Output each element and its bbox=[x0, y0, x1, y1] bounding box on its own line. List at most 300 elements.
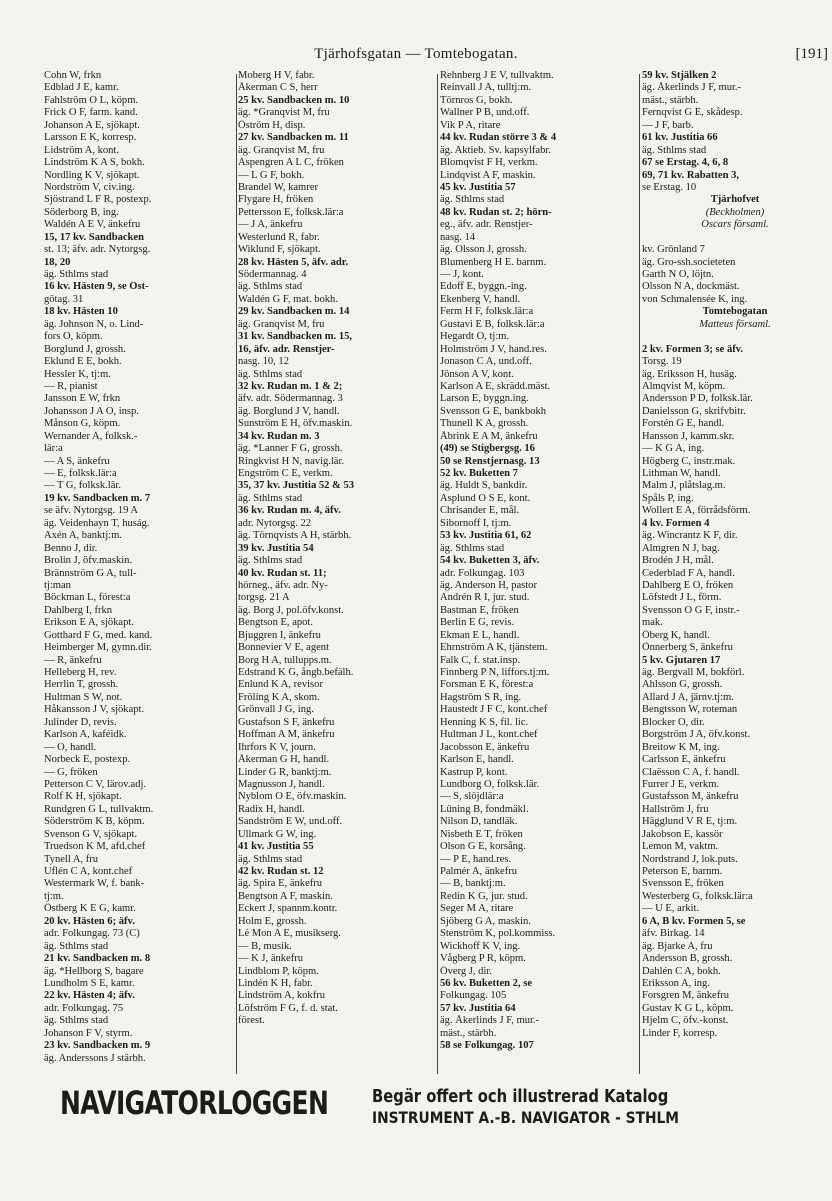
directory-line: Öberg K, handl. bbox=[642, 629, 710, 641]
directory-line: 15, 17 kv. Sandbacken bbox=[44, 231, 144, 243]
directory-line: Lemon M, vaktm. bbox=[642, 841, 719, 853]
directory-line: Edoff E, byggn.-ing. bbox=[440, 281, 527, 293]
directory-line: äfv. adr. Södermannag. 3 bbox=[238, 393, 343, 405]
directory-line: Sjöberg G A, maskin. bbox=[440, 915, 531, 927]
directory-line: Andersson P D, folksk.lär. bbox=[642, 393, 753, 405]
directory-line: 45 kv. Justitia 57 bbox=[440, 181, 516, 193]
directory-line: Reinvall J A, tulltj:m. bbox=[440, 82, 532, 94]
directory-column-3 bbox=[440, 70, 636, 1075]
directory-line: Önnerberg S, änkefru bbox=[642, 642, 733, 654]
directory-line: äg. Borg J, pol.öfv.konst. bbox=[238, 604, 344, 616]
directory-line: Öström H, disp. bbox=[238, 119, 306, 131]
directory-line: Benno J, dir. bbox=[44, 542, 98, 554]
directory-line: Åbrink E A M, änkefru bbox=[440, 430, 538, 442]
directory-line: kv. Grönland 7 bbox=[642, 244, 705, 256]
directory-column-1 bbox=[44, 70, 234, 1075]
section-heading: Tomtebogatan bbox=[702, 306, 768, 318]
directory-line: äg. Eriksson H, husäg. bbox=[642, 368, 737, 380]
directory-columns bbox=[44, 70, 828, 1075]
directory-line: Fernqvist G E, skådesp. bbox=[642, 107, 743, 119]
directory-line: äg. Sthlms stad bbox=[44, 269, 109, 280]
directory-line bbox=[642, 331, 828, 343]
directory-line: Norbeck E, postexp. bbox=[44, 754, 131, 766]
directory-line: Ringkvist H N, navig.lär. bbox=[238, 455, 345, 467]
directory-line: Malm J, plåtslag.m. bbox=[642, 480, 726, 492]
directory-line: Gustafsson M, änkefru bbox=[642, 791, 739, 803]
directory-line: Bengtsson W, roteman bbox=[642, 704, 738, 716]
directory-line: Eklund E E, bokh. bbox=[44, 356, 122, 368]
directory-line: Peterson E, barnm. bbox=[642, 866, 723, 877]
directory-line: Cederblad F A, handl. bbox=[642, 567, 735, 579]
directory-line: Hultman S W, not. bbox=[44, 691, 123, 703]
directory-line: Almgren N J, bag. bbox=[642, 542, 720, 554]
directory-line: 19 kv. Sandbacken m. 7 bbox=[44, 492, 151, 504]
directory-line: Östberg K E G, kamr. bbox=[44, 903, 136, 915]
ad-line-1: Begär offert och illustrerad Katalog bbox=[372, 1086, 669, 1107]
directory-line: tj:man bbox=[44, 579, 71, 591]
directory-line: Engström C E, verkm. bbox=[238, 468, 333, 479]
directory-line: äg. Sthlms stad bbox=[238, 853, 303, 865]
directory-line: Jacobsson E, änkefru bbox=[440, 741, 530, 753]
directory-line: Seger M A, ritare bbox=[440, 903, 514, 915]
directory-line: Hallström J, fru bbox=[642, 803, 709, 815]
directory-line: Danielsson G, skrifvbitr. bbox=[642, 405, 746, 417]
directory-line: 21 kv. Sandbacken m. 8 bbox=[44, 953, 151, 965]
directory-line: Bastman E, fröken bbox=[440, 604, 519, 616]
directory-line: Wiklund F, sjökapt. bbox=[238, 244, 321, 256]
directory-line: Vik P A, ritare bbox=[440, 119, 501, 131]
directory-line: Dahlberg I, frkn bbox=[44, 604, 113, 616]
directory-line: 5 kv. Gjutaren 17 bbox=[642, 654, 721, 666]
directory-line: 56 kv. Buketten 2, se bbox=[440, 977, 533, 989]
directory-line: Åkerman C S, herr bbox=[238, 82, 318, 94]
directory-line: Brolin J, öfv.maskin. bbox=[44, 555, 133, 567]
directory-line: Högberg C, instr.mak. bbox=[642, 455, 736, 467]
directory-line: Flygare H, fröken bbox=[238, 194, 314, 206]
directory-line: 22 kv. Hästen 4; äfv. bbox=[44, 990, 135, 1002]
page-number: [191] bbox=[795, 46, 828, 62]
directory-line: Rehnberg J E V, tullvaktm. bbox=[440, 70, 554, 81]
directory-line: Törnros G, bokh. bbox=[440, 94, 513, 106]
directory-line: mäst., stärbh. bbox=[440, 1027, 497, 1039]
directory-line: Borglund J, grossh. bbox=[44, 343, 126, 355]
directory-line: Olsson N A, dockmäst. bbox=[642, 281, 740, 293]
directory-line: 32 kv. Rudan m. 1 & 2; bbox=[238, 380, 343, 392]
directory-line: Hagström S R, ing. bbox=[440, 691, 522, 703]
directory-line: von Schmalensée K, ing. bbox=[642, 293, 748, 305]
directory-line: Eriksson A, ing. bbox=[642, 977, 710, 989]
directory-line: 42 kv. Rudan st. 12 bbox=[238, 866, 324, 877]
directory-line: — T G, folksk.lär. bbox=[44, 480, 121, 492]
directory-line: Löfström F G, f. d. stat. bbox=[238, 1002, 338, 1014]
directory-line: Ihrfors K V, journ. bbox=[238, 741, 316, 753]
section-heading: Oscars församl. bbox=[701, 219, 769, 231]
directory-line: Nordström V, civ.ing. bbox=[44, 181, 135, 193]
directory-line: Rundgren G L, tullvaktm. bbox=[44, 803, 154, 815]
directory-line: Chrisander E, mål. bbox=[440, 505, 520, 517]
directory-line: Gotthard F G, med. kand. bbox=[44, 629, 153, 641]
page-header bbox=[0, 44, 832, 66]
directory-line: äg. Aktieb. Sv. kapsylfabr. bbox=[440, 144, 551, 156]
directory-line: äg. Sthlms stad bbox=[440, 542, 505, 554]
directory-line: Radix H, handl. bbox=[238, 803, 305, 815]
directory-line: Wallner P B, und.off. bbox=[440, 107, 530, 119]
directory-line: Sunström E H, öfv.maskin. bbox=[238, 418, 353, 430]
directory-line: Hegardt O, tj:m. bbox=[440, 331, 510, 343]
directory-line: Johansson J A O, insp. bbox=[44, 405, 139, 417]
directory-line: Almqvist M, köpm. bbox=[642, 380, 726, 392]
directory-line: 59 kv. Stjälken 2 bbox=[642, 70, 717, 81]
directory-line: Torsg. 19 bbox=[642, 356, 682, 368]
directory-line: äg. *Granqvist M, fru bbox=[238, 107, 330, 119]
directory-line: äg. Wincrantz K F, dir. bbox=[642, 530, 738, 542]
directory-line: Enlund K A, revisor bbox=[238, 679, 323, 691]
directory-line: Brandel W, kamrer bbox=[238, 181, 318, 193]
directory-line: Westermark W, f. bank- bbox=[44, 878, 145, 890]
directory-line: Ahlsson G, grossh. bbox=[642, 679, 723, 691]
advertisement bbox=[60, 1084, 832, 1148]
directory-line: äg. Sthlms stad bbox=[44, 940, 109, 952]
directory-line: Jonason C A, und.off. bbox=[440, 356, 532, 368]
directory-line: Lindblom P, köpm. bbox=[238, 965, 319, 977]
directory-line: Herrlin T, grossh. bbox=[44, 679, 119, 691]
directory-line: äg. Bergvall M, bokförl. bbox=[642, 667, 745, 678]
directory-line: 16 kv. Hästen 9, se Öst- bbox=[44, 281, 149, 293]
section-heading: Tjärhofvet bbox=[710, 194, 760, 206]
directory-line: 25 kv. Sandbacken m. 10 bbox=[238, 94, 350, 106]
directory-line: Waldén A E V, änkefru bbox=[44, 219, 141, 231]
directory-line: Fröling K A, skom. bbox=[238, 691, 320, 703]
directory-line: Lindström A, kokfru bbox=[238, 990, 326, 1002]
directory-line: 29 kv. Sandbacken m. 14 bbox=[238, 306, 350, 318]
directory-line: Redin K G, jur. stud. bbox=[440, 890, 528, 902]
directory-line: äg. *Lanner F G, grossh. bbox=[238, 443, 343, 455]
directory-line: 44 kv. Rudan större 3 & 4 bbox=[440, 132, 557, 144]
directory-line: Söderborg B, ing. bbox=[44, 206, 119, 218]
directory-line: äg. Anderson H, pastor bbox=[440, 579, 537, 591]
directory-column-2 bbox=[238, 70, 434, 1075]
directory-line: Tynell A, fru bbox=[44, 853, 99, 865]
directory-line: äg. Johnson N, o. Lind- bbox=[44, 318, 144, 330]
directory-column-4 bbox=[642, 70, 828, 1075]
directory-line: Lundholm S E, kamr. bbox=[44, 977, 135, 989]
directory-line: Edblad J E, kamr. bbox=[44, 82, 119, 94]
directory-line: (49) se Stigbergsg. 16 bbox=[440, 443, 535, 455]
directory-line: — S, slöjdlär:a bbox=[440, 791, 504, 803]
directory-line: 27 kv. Sandbacken m. 11 bbox=[238, 132, 349, 144]
directory-line: adr. Nytorgsg. 22 bbox=[238, 517, 312, 529]
directory-line: Forsgren M, änkefru bbox=[642, 990, 729, 1002]
ad-brand: NAVIGATORLOGGEN bbox=[60, 1084, 329, 1122]
directory-line: äg. Anderssons J stärbh. bbox=[44, 1052, 146, 1064]
directory-line: Blocker O, dir. bbox=[642, 716, 705, 728]
directory-line: Ullmark G W, ing. bbox=[238, 828, 317, 840]
ad-line-2: INSTRUMENT A.-B. NAVIGATOR - STHLM bbox=[372, 1108, 679, 1127]
directory-line: 54 kv. Buketten 3, äfv. bbox=[440, 555, 540, 567]
section-heading: Matteus församl. bbox=[699, 318, 771, 330]
directory-line: — J F, barb. bbox=[642, 119, 694, 131]
directory-line: Bjuggren I, änkefru bbox=[238, 629, 321, 641]
directory-line: Magnusson J, handl. bbox=[238, 778, 325, 790]
directory-line: 36 kv. Rudan m. 4, äfv. bbox=[238, 505, 341, 517]
directory-line: äg. Bjarke A, fru bbox=[642, 940, 713, 952]
directory-line: Brännström G A, tull- bbox=[44, 567, 137, 579]
directory-line: Svensson E, fröken bbox=[642, 878, 724, 890]
directory-line: äg. Åkerlinds J F, mur.- bbox=[642, 82, 742, 94]
directory-line: 69, 71 kv. Rabatten 3, bbox=[642, 169, 739, 181]
directory-line: Ekman E L, handl. bbox=[440, 629, 520, 641]
directory-line: Andrén R I, jur. stud. bbox=[440, 592, 530, 604]
directory-line: Holm E, grossh. bbox=[238, 915, 307, 927]
directory-line: Linder F, korresp. bbox=[642, 1027, 718, 1039]
directory-line: Edstrand K G, ångb.befälh. bbox=[238, 667, 354, 678]
directory-line: Gustav K G L, köpm. bbox=[642, 1002, 734, 1014]
directory-line: äg. Törnqvists A H, stärbh. bbox=[238, 530, 352, 542]
directory-line: äg. Spira E, änkefru bbox=[238, 878, 323, 890]
directory-line: äg. Veidenhayn T, huság. bbox=[44, 517, 150, 529]
directory-line: Jakobson E, kassör bbox=[642, 828, 723, 840]
directory-line: Nordstrand J, lok.puts. bbox=[642, 853, 738, 865]
directory-line: 50 se Renstjernasg. 13 bbox=[440, 455, 540, 467]
directory-line: Finnberg P N, liffors.tj:m. bbox=[440, 667, 550, 678]
directory-line: äg. Sthlms stad bbox=[238, 281, 303, 293]
directory-line: Borgström J A, öfv.konst. bbox=[642, 729, 751, 741]
directory-line: Bengtson E, apot. bbox=[238, 617, 313, 629]
directory-line: Nilson D, tandläk. bbox=[440, 816, 518, 828]
directory-line: Svensson O G F, instr.- bbox=[642, 604, 740, 616]
directory-line: adr. Folkungag. 73 (C) bbox=[44, 928, 140, 940]
directory-line: Petterson C V, lärov.adj. bbox=[44, 778, 147, 790]
directory-line: Gustavi E B, folksk.lär:a bbox=[440, 318, 545, 330]
directory-line: 48 kv. Rudan st. 2; hörn- bbox=[440, 206, 552, 218]
directory-line: 18, 20 bbox=[44, 256, 71, 268]
directory-line: Axén A, banktj:m. bbox=[44, 530, 122, 542]
directory-line: 31 kv. Sandbacken m. 15, bbox=[238, 331, 352, 343]
directory-line: Folkungag. 105 bbox=[440, 990, 507, 1002]
directory-line: Breitow K M, ing. bbox=[642, 741, 720, 753]
directory-line: Wickhoff K V, ing. bbox=[440, 940, 521, 952]
directory-line: Moberg H V, fabr. bbox=[238, 70, 315, 81]
directory-line: Åkerman G H, handl. bbox=[238, 754, 330, 766]
directory-line: Truedson K M, afd.chef bbox=[44, 841, 146, 853]
directory-line: Waldén G F, mat. bokh. bbox=[238, 293, 338, 305]
directory-line: Gustafson S F, änkefru bbox=[238, 716, 335, 728]
directory-line: — U E, arkit. bbox=[642, 903, 700, 915]
directory-line: Holmström J V, hand.res. bbox=[440, 343, 547, 355]
directory-line: Svensson G E, bankbokh bbox=[440, 405, 547, 417]
directory-line: fors O, köpm. bbox=[44, 331, 103, 343]
directory-line: Hultman J L, kont.chef bbox=[440, 729, 538, 741]
directory-line: — O, handl. bbox=[44, 741, 97, 753]
directory-line: Berlin E G, revis. bbox=[440, 617, 515, 629]
directory-line: Sjöstrand L F R, postexp. bbox=[44, 194, 152, 206]
directory-line: Jönson A V, kont. bbox=[440, 368, 514, 380]
directory-line: Sibornoff I, tj:m. bbox=[440, 517, 512, 529]
directory-line: — E, folksk.lär:a bbox=[44, 468, 117, 479]
directory-line: götag. 31 bbox=[44, 293, 84, 305]
directory-line: Löfstedt J L, förm. bbox=[642, 592, 722, 604]
directory-line: äg. Gro-ssh.societeten bbox=[642, 256, 736, 268]
directory-line: tj:m. bbox=[44, 890, 64, 902]
directory-line: Grönvall J G, ing. bbox=[238, 704, 314, 716]
directory-line: 67 se Erstag. 4, 6, 8 bbox=[642, 157, 729, 169]
directory-line: 40 kv. Rudan st. 11; bbox=[238, 567, 327, 579]
directory-line: Heimberger M, gymn.dir. bbox=[44, 642, 152, 654]
directory-line: Lüning B, fondmäkl. bbox=[440, 803, 529, 815]
directory-line: st. 13; äfv. adr. Nytorgsg. bbox=[44, 244, 151, 256]
directory-line: eg., äfv. adr. Renstjer- bbox=[440, 219, 533, 231]
directory-line: mak. bbox=[642, 617, 663, 629]
directory-line: 35, 37 kv. Justitia 52 & 53 bbox=[238, 480, 355, 492]
directory-line: — G, fröken bbox=[44, 766, 98, 778]
directory-line: Frick O F, farm. kand. bbox=[44, 107, 138, 119]
directory-line: Westerberg G, folksk.lär:a bbox=[642, 890, 753, 902]
directory-line: Linder G R, banktj:m. bbox=[238, 766, 332, 778]
directory-line: Allard J A, järnv.tj:m. bbox=[642, 691, 734, 703]
directory-line: Eckert J, spannm.kontr. bbox=[238, 903, 338, 915]
directory-line: äg. Granqvist M, fru bbox=[238, 144, 325, 156]
directory-line: Jansson E W, frkn bbox=[44, 393, 121, 405]
directory-line: Hoffman A M, änkefru bbox=[238, 729, 335, 741]
directory-line: — J A, änkefru bbox=[238, 219, 303, 231]
directory-line: Henning K S, fil. lic. bbox=[440, 716, 529, 728]
directory-line: nasg. 14 bbox=[440, 231, 476, 243]
directory-line: Hessler K, tj:m. bbox=[44, 368, 111, 380]
directory-line: Olson G E, korsång. bbox=[440, 841, 526, 853]
directory-line: mäst., stärbh. bbox=[642, 94, 699, 106]
directory-line: äg. Sthlms stad bbox=[238, 555, 303, 567]
directory-line: 23 kv. Sandbacken m. 9 bbox=[44, 1040, 151, 1052]
directory-line: Larson E, byggn.ing. bbox=[440, 393, 529, 405]
directory-line: Johanson F V, styrm. bbox=[44, 1027, 133, 1039]
directory-line: Cohn W, frkn bbox=[44, 70, 102, 81]
directory-line: äg. Sthlms stad bbox=[440, 194, 505, 206]
directory-line: nasg. 10, 12 bbox=[238, 356, 289, 368]
directory-line: Blomqvist F H, verkm. bbox=[440, 157, 538, 169]
directory-line: Larsson E K, korresp. bbox=[44, 132, 137, 144]
directory-line: Fahlström O L, köpm. bbox=[44, 94, 139, 106]
directory-line: 6 A, B kv. Formen 5, se bbox=[642, 915, 746, 927]
directory-line: Bengtson A F, maskin. bbox=[238, 890, 333, 902]
directory-line: Ehrnström A K, tjänstem. bbox=[440, 642, 548, 654]
directory-line: Nisbeth E T, fröken bbox=[440, 828, 523, 840]
directory-line: 16, äfv. adr. Renstjer- bbox=[238, 343, 335, 355]
directory-line: äg. Granqvist M, fru bbox=[238, 318, 325, 330]
directory-line: hörneg., äfv. adr. Ny- bbox=[238, 579, 328, 591]
directory-line: Överg J, dir. bbox=[440, 965, 492, 977]
directory-line: — K G A, ing. bbox=[642, 443, 705, 455]
directory-line: äg. Åkerlinds J F, mur.- bbox=[440, 1015, 540, 1027]
directory-line: — A S, änkefru bbox=[44, 455, 110, 467]
page-title: Tjärhofsgatan — Tomtebogatan. bbox=[314, 46, 518, 62]
directory-line: Forstén G E, handl. bbox=[642, 418, 725, 430]
directory-line: 18 kv. Hästen 10 bbox=[44, 306, 118, 318]
directory-line: Dahlberg E O, fröken bbox=[642, 579, 734, 591]
directory-line: se äfv. Nytorgsg. 19 A bbox=[44, 505, 139, 517]
directory-line: Forsman E K, förest:a bbox=[440, 679, 534, 691]
directory-line: Erikson E A, sjökapt. bbox=[44, 617, 134, 629]
directory-line: Hansson J, kamm.skr. bbox=[642, 430, 735, 442]
directory-line: äg. Sthlms stad bbox=[44, 1015, 109, 1027]
directory-line: Bonnevier V E, agent bbox=[238, 642, 329, 654]
directory-line: Brodén J H, mål. bbox=[642, 555, 714, 567]
directory-line: Spåls P, ing. bbox=[642, 492, 694, 504]
directory-line: torgsg. 21 A bbox=[238, 592, 290, 604]
directory-line: 61 kv. Justitia 66 bbox=[642, 132, 718, 144]
directory-line: Karlson A E, skrädd.mäst. bbox=[440, 380, 551, 392]
directory-line bbox=[642, 232, 828, 244]
directory-line: Lindén K H, fabr. bbox=[238, 977, 313, 989]
directory-line: Stenström K, pol.kommiss. bbox=[440, 928, 556, 940]
directory-line: Kastrup P, kont. bbox=[440, 766, 508, 778]
directory-line: — K J, änkefru bbox=[238, 953, 304, 965]
directory-line: Garth N O, löjtn. bbox=[642, 269, 714, 280]
directory-line: Dahlén C A, bokh. bbox=[642, 965, 721, 977]
directory-line: Söderström K B, köpm. bbox=[44, 816, 145, 828]
directory-line: äfv. Birkag. 14 bbox=[642, 928, 705, 940]
directory-line: se Erstag. 10 bbox=[642, 181, 697, 193]
directory-line: förest. bbox=[238, 1015, 265, 1027]
directory-line: äg. Olsson J, grossh. bbox=[440, 244, 527, 256]
directory-line: — R, pianist bbox=[44, 380, 98, 392]
directory-line: Karlson E, handl. bbox=[440, 754, 514, 766]
directory-line: Palmér A, änkefru bbox=[440, 866, 518, 877]
section-heading: (Beckholmen) bbox=[705, 206, 765, 218]
directory-line: Nyblom O E, öfv.maskin. bbox=[238, 791, 347, 803]
directory-line: Helleberg H, rev. bbox=[44, 667, 117, 678]
directory-line: Lundborg O, folksk.lär. bbox=[440, 778, 540, 790]
directory-line: 41 kv. Justitia 55 bbox=[238, 841, 314, 853]
directory-line: lär:a bbox=[44, 443, 63, 455]
directory-line: Sandström E W, und.off. bbox=[238, 816, 343, 828]
directory-line: äg. Sthlms stad bbox=[238, 492, 303, 504]
directory-line: Asplund O S E, kont. bbox=[440, 492, 531, 504]
directory-line: 4 kv. Formen 4 bbox=[642, 517, 710, 529]
directory-line: — L G F, bokh. bbox=[238, 169, 305, 181]
directory-line: Månson G, köpm. bbox=[44, 418, 121, 430]
directory-line: Andersson B, grossh. bbox=[642, 953, 733, 965]
directory-line: äg. *Hellborg S, bagare bbox=[44, 965, 144, 977]
directory-line: Nordling K V, sjökapt. bbox=[44, 169, 140, 181]
directory-line: Carlsson E, änkefru bbox=[642, 754, 726, 766]
directory-line: Södermannag. 4 bbox=[238, 269, 307, 280]
directory-line: Thunell K A, grossh. bbox=[440, 418, 529, 430]
directory-line: Blumenberg H E. barnm. bbox=[440, 256, 547, 268]
directory-line: 34 kv. Rudan m. 3 bbox=[238, 430, 320, 442]
directory-line: 58 se Folkungag. 107 bbox=[440, 1040, 534, 1052]
directory-line: Borg H A, tullupps.m. bbox=[238, 654, 332, 666]
directory-line: Ferm H F, folksk.lär:a bbox=[440, 306, 534, 318]
directory-line: adr. Folkungag. 75 bbox=[44, 1002, 124, 1014]
directory-line: — J, kont. bbox=[440, 269, 484, 280]
directory-line: 53 kv. Justitia 61, 62 bbox=[440, 530, 532, 542]
directory-line: Böckman L, förest:a bbox=[44, 592, 131, 604]
directory-line: Lithman W, handl. bbox=[642, 468, 721, 479]
directory-line: Ekenberg V, handl. bbox=[440, 293, 521, 305]
directory-line: Svenson G V, sjökapt. bbox=[44, 828, 138, 840]
directory-line: Rolf K H, sjökapt. bbox=[44, 791, 122, 803]
directory-line: Lidström A, kont. bbox=[44, 144, 120, 156]
directory-line: Wernander A, folksk.- bbox=[44, 430, 138, 442]
directory-line: Westerlund R, fabr. bbox=[238, 231, 320, 243]
directory-line: Julinder D, revis. bbox=[44, 716, 117, 728]
directory-line: äg. Borglund J V, handl. bbox=[238, 405, 340, 417]
directory-line: adr. Folkungag. 103 bbox=[440, 567, 525, 579]
directory-line: Uflén C A, kont.chef bbox=[44, 866, 133, 877]
directory-line: Claësson C A, f. handl. bbox=[642, 766, 740, 778]
directory-line: 28 kv. Hästen 5, äfv. adr. bbox=[238, 256, 349, 268]
directory-line: Karlson A, kaféidk. bbox=[44, 729, 127, 741]
